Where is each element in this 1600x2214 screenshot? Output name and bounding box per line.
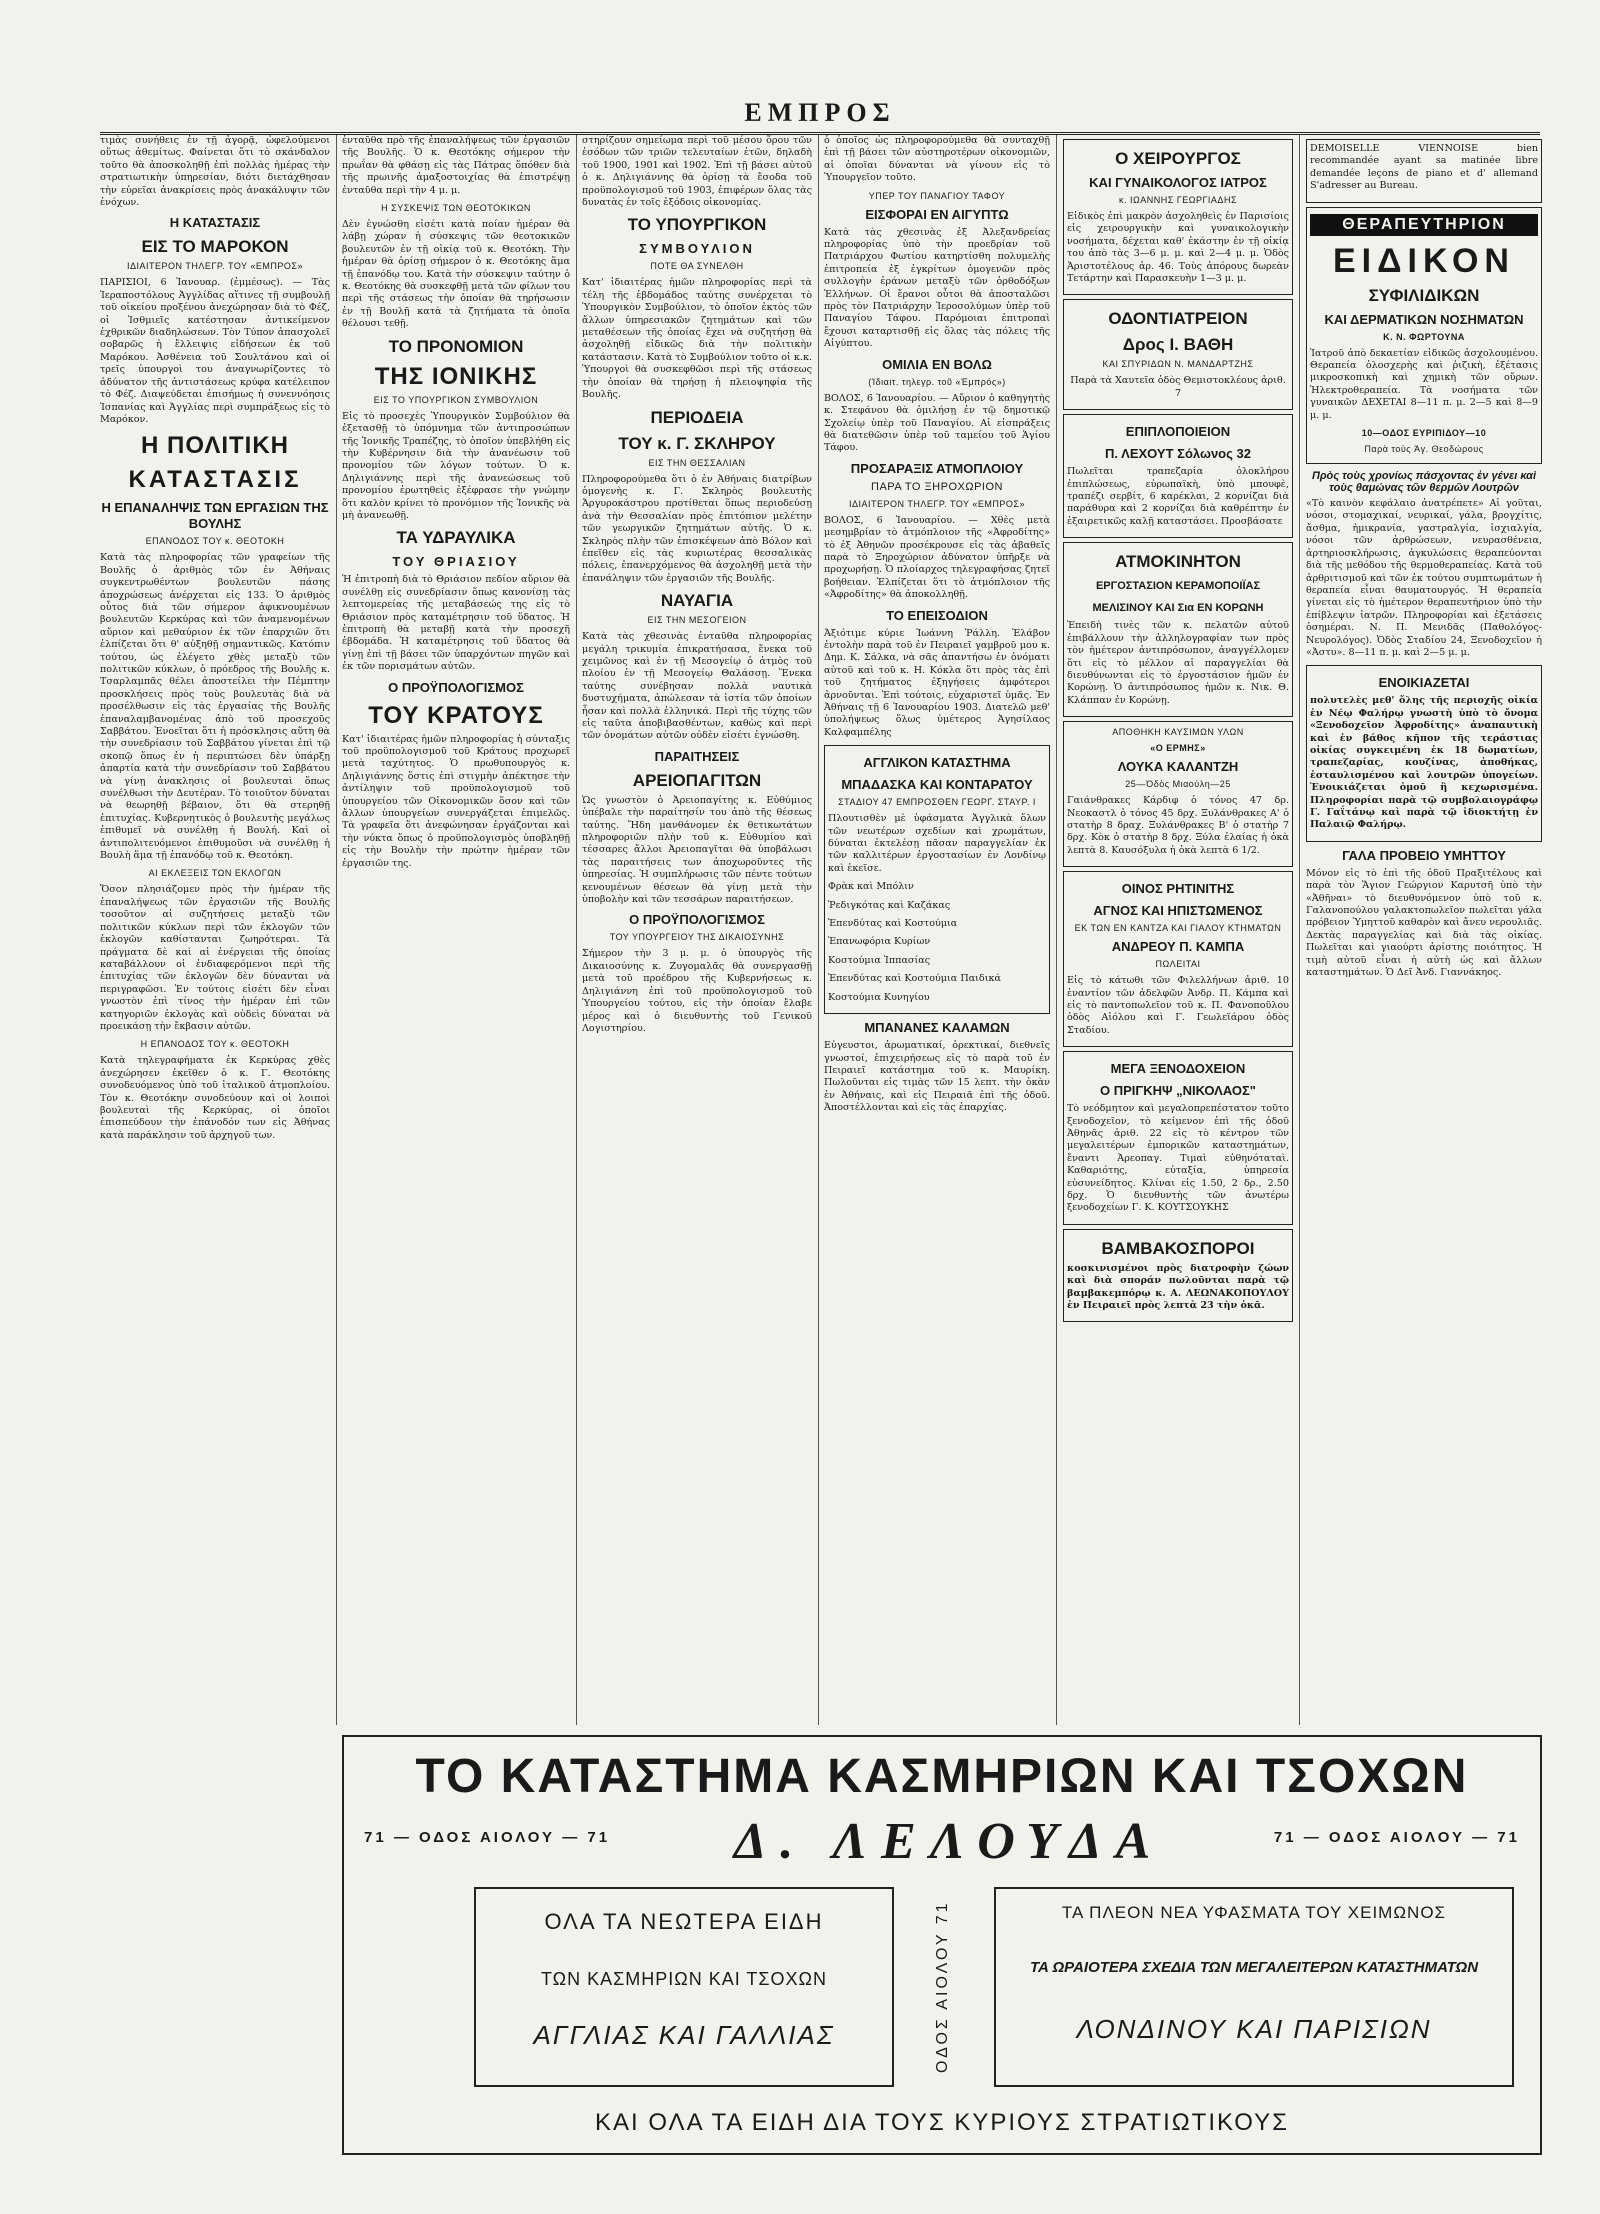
ad-text: DEMOISELLE VIENNOISE bien recommandée ayant sa matinée libre demandée leçons de piano et d' allemand S'adresser au Bureau. [1310, 143, 1538, 192]
ad-text: Πλουτισθὲν μὲ ὑφάσματα Ἀγγλικὰ ὅλων τῶν νεωτέρων σχεδίων καὶ χρωμάτων, δύναται ἐκτελέσῃ πᾶσαν παραγγελίαν ἐκ τῶν καλλιτέρων ἐργοστασίων ἐν Λονδίνῳ καὶ ἐκεῖσε. [828, 813, 1046, 874]
section-heading: Η ΣΥΣΚΕΨΙΣ ΤΩΝ ΘΕΟΤΟΚΙΚΩΝ [381, 203, 531, 214]
advertisement [1063, 1051, 1293, 1225]
ad-name: κ. ΙΩΑΝΝΗΣ ΓΕΩΡΓΙΑΔΗΣ [1118, 195, 1238, 205]
article-text: Κατὰ τὰς χθεσινὰς ἐνταῦθα πληροφορίας μεγάλη τρικυμία ἐπικρατήσασα, ἕνεκα τοῦ χειμῶνος καὶ ἐν τῇ Μεσογείῳ ὁ ἀτμὸς τοῦ πλοίου ἐν τῇ Μεσογείῳ Θαλάσσῃ. Ἕνεκα ταύτης συνέβησαν πολλὰ ναυτικὰ δυστυχήματα, ἀπώλεσαν τὰ ἱστία τῶν ὁποίων ἦσαν καὶ πολλὰ ἑλληνικά. Περὶ τῆς τύχης τῶν εἰς ταῦτα ἀποβιβασθέντων, καθὼς καὶ περὶ τῶν ὀνομάτων αὐτῶν οὐδὲν εἰσέτι ἐγνώσθη. [582, 631, 812, 742]
advertisement [824, 745, 1050, 1014]
subheadline: ΕΙΣ ΤΟ ΥΠΟΥΡΓΙΚΟΝ ΣΥΜΒΟΥΛΙΟΝ [373, 394, 539, 405]
article-text: Κατ' ἰδιαιτέρας ἡμῶν πληροφορίας ἡ σύνταξις τοῦ προϋπολογισμοῦ τοῦ Κράτους προχωρεῖ μετὰ ταχύτητος. Ὁ πρωθυπουργὸς κ. Δηλιγιάννης ὅστις ἐπὶ στιγμὴν ἀπέκτησε τὴν ἀντίληψιν τοῦ προϋπολογισμοῦ τοῦ ὑπουργείου τῶν Οἰκονομικῶν ὅσον καὶ τῶν ἄλλων ὑπουργείων συνεργάζεται ἐπιμελῶς. Τὰ γραφεῖα ὅτι ἀνεφώνησαν ἐργάζονται καὶ τὴν νύκτα ὅπως ὁ προϋπολογισμὸς ὑποβληθῇ εἰς τὴν Βουλὴν τὴν πρώτην ἡμέραν τῶν ἐργασιῶν της. [342, 733, 570, 869]
headline: ΤΟ ΕΠΕΙΣΟΔΙΟΝ [886, 607, 988, 623]
headline: ΠΑΡΑΙΤΗΣΕΙΣ [654, 748, 740, 764]
subheadline: ΕΙΣ ΤΗΝ ΘΕΣΣΑΛΙΑΝ [648, 457, 746, 468]
article-text: Κατὰ τηλεγραφήματα ἐκ Κερκύρας χθὲς ἀνεχώρησεν ἐκεῖθεν ὁ κ. Γ. Θεοτόκης συνοδευόμενος ὑπὸ τοῦ ἰταλικοῦ ἀτμοπλοίου. Τὸν κ. Θεοτόκην συνοδεύουν καὶ οἱ λοιποὶ βουλευταὶ τῆς Κερκύρας, οἱ ὁποῖοι ἐπισπεύδουν τὴν ἐπάνοδόν των εἰς Ἀθήνας κατὰ παράκλησιν τοῦ ἀρχηγοῦ των. [100, 1055, 330, 1141]
ad-address-left: 71 — ΟΔΟΣ ΑΙΟΛΟΥ — 71 [364, 1829, 611, 1846]
headline: ΤΟΥ ΚΡΑΤΟΥΣ [368, 701, 544, 729]
ad-name: Κ. Ν. ΦΩΡΤΟΥΝΑ [1383, 331, 1465, 342]
advertisement [1063, 414, 1293, 538]
column-5 [1063, 135, 1293, 1720]
subheadline: ΠΑΡΑ ΤΟ ΞΗΡΟΧΩΡΙΟΝ [871, 480, 1003, 493]
article-text: Πληροφορούμεθα ὅτι ὁ ἐν Ἀθήναις διατρίβων ὁμογενὴς κ. Γ. Σκληρὸς βουλευτὴς Ἀργυροκάστρου προτίθεται ὅπως περιοδεύσῃ ἀνὰ τὴν Θεσσαλίαν πρὸς ἐπιτόπιον μελέτην τῶν γεωργικῶν ζητημάτων αὐτῆς. Ὁ κ. Σκληρὸς πλὴν τῶν ἐπισκέψεων ἀπὸ Βόλον καὶ ἐπεῖθεν εἰς τὰς κυριωτέρας θεσσαλικὰς πόλεις, ἐπανερχόμενος θὰ ἀσχοληθῇ μετὰ τὴν ἐπανάληψιν τῶν ἐργασιῶν τῆς Βουλῆς. [582, 473, 812, 584]
article-text: ΒΟΛΟΣ, 6 Ἰανουαρίου. — Χθὲς μετὰ μεσημβρίαν τὸ ἀτμόπλοιον τῆς «Ἀφροδίτης» τὸ ἐξ Ἀθηνῶν προσέκρουσε εἰς τὰς ἀβαθεῖς παρὰ τὸ Ξηροχώριον ἀδύνατον ὑπῆρξε νὰ προχωρήσῃ. Ὁ πλοίαρχος τηλεγραφήσας ζητεῖ βοήθειαν. Ἐλπίζεται ὅτι τὸ ἀτμόπλοιον τῆς «Ἀφροδίτης» θὰ ἀποκολληθῇ. [824, 514, 1050, 601]
ad-panel-line: ΑΓΓΛΙΑΣ ΚΑΙ ΓΑΛΛΙΑΣ [533, 2020, 835, 2050]
column-rule [576, 135, 577, 1725]
ad-title: ΑΝΔΡΕΟΥ Π. ΚΑΜΠΑ [1111, 939, 1245, 955]
subheadline: ΕΠΑΝΟΔΟΣ ΤΟΥ κ. ΘΕΟΤΟΚΗ [145, 536, 285, 547]
headline: Η ΚΑΤΑΣΤΑΣΙΣ [169, 215, 261, 231]
newspaper-title: ΕΜΠΡΟΣ [744, 98, 896, 127]
ad-title: ΜΕΛΙΣΙΝΟΥ ΚΑΙ Σια ΕΝ ΚΟΡΩΝΗ [1092, 602, 1264, 615]
ad-text: Γαιάνθρακες Κάρδιφ ὁ τόνος 47 δρ. Νεοκαστλ ὁ τόνος 45 δρχ. Ξυλάνθρακες Α' ὁ στατὴρ 8 δραχ. Ξυλάνθρακες Β' ὁ στατὴρ 7 δρχ. Κὸκ ὁ στατὴρ 8 δρχ. Ξύλα ἐλαίας ἡ ὀκὰ λεπτὰ 8. Καυσόξυλα ἡ ὀκὰ λεπτὰ 6 1/2. [1067, 795, 1289, 856]
headline: ΓΑΛΑ ΠΡΟΒΕΙΟ ΥΜΗΤΤΟΥ [1342, 847, 1506, 863]
advertisement [1063, 871, 1293, 1047]
subheadline: ΙΔΙΑΙΤΕΡΟΝ ΤΗΛΕΓΡ. ΤΟΥ «ΕΜΠΡΟΣ» [849, 498, 1025, 509]
column-1 [100, 135, 330, 1720]
ad-title: ΜΠΑΔΑΣΚΑ ΚΑΙ ΚΟΝΤΑΡΑΤΟΥ [841, 777, 1033, 793]
ad-list-item: Κοστούμια Κυνηγίου [828, 991, 930, 1003]
ad-title: ΕΙΔΙΚΟΝ [1332, 241, 1515, 280]
ad-title: ΚΑΙ ΔΕΡΜΑΤΙΚΩΝ ΝΟΣΗΜΑΤΩΝ [1324, 311, 1524, 327]
column-6 [1306, 135, 1542, 1720]
article-text: Ὅσον πλησιάζομεν πρὸς τὴν ἡμέραν τῆς ἐπαναλήψεως τῶν ἐργασιῶν τῆς Βουλῆς τοσοῦτον αἱ συζητήσεις μεταξὺ τῶν πολιτικῶν κύκλων περὶ τῶν ἐκλογῶν τῶν ἐκλογῶν καθίστανται ζωηρότεραι. Τὰ πράγματα δὲ καὶ αἱ ἐνέργειαι τῆς ὁποίας καταβάλλουν οἱ ἐνδιαφερόμενοι περὶ τῆς ἐπιτυχίας τῶν ἐκλογῶν δὲν δύνανται νὰ περιγραφῶσι. Ἐν τούτοις εἰσέτι δὲν εἶναι γνωστὸν ἐπὶ τίνος τὴν ἡμέραν ἐπὶ τῶν κατηγοριῶν ἐκλογὰς καὶ οὐδεὶς δύναται νὰ προεικάσῃ τὴν ἔκβασιν αὐτῶν. [100, 884, 330, 1032]
section-heading: ΥΠΕΡ ΤΟΥ ΠΑΝΑΓΙΟΥ ΤΑΦΟΥ [868, 190, 1006, 201]
column-rule [336, 135, 337, 1725]
advertisement [1306, 207, 1542, 464]
advertisement [1063, 542, 1293, 717]
ad-panel-line: ΤΑ ΩΡΑΙΟΤΕΡΑ ΣΧΕΔΙΑ ΤΩΝ ΜΕΓΑΛΕΙΤΕΡΩΝ ΚΑΤΑΣΤΗΜΑΤΩΝ [1029, 1959, 1479, 1976]
ad-text: κοσκινισμένοι πρὸς διατροφὴν ζώων καὶ διὰ σποράν πωλοῦνται παρὰ τῷ βαμβακεμπόρῳ κ. Α. ΛΕΩΝΑΚΟΠΟΥΛΟΥ ἐν Πειραιεῖ πρὸς λεπτὰ 23 τὴν ὀκᾶ. [1067, 1262, 1289, 1312]
article-text: ΒΟΛΟΣ, 6 Ἰανουαρίου. — Αὔριον ὁ καθηγητὴς κ. Στεφάνου θὰ ὁμιλήσῃ ἐν τῷ δημοτικῷ Σχολείῳ ὑπὲρ τοῦ Παναγίου. Αἱ εἰσπράξεις θὰ διατεθῶσιν ὑπὲρ τοῦ ταμείου τοῦ Ἁγίου Τάφου. [824, 392, 1050, 454]
headline: ΜΠΑΝΑΝΕΣ ΚΑΛΑΜΩΝ [864, 1020, 1010, 1036]
column-rule [818, 135, 819, 1725]
advertisement [1063, 1229, 1293, 1323]
headline: Ο ΠΡΟΫΠΟΛΟΓΙΣΜΟΣ [629, 912, 765, 928]
headline: ΕΙΣ ΤΟ ΜΑΡΟΚΟΝ [141, 237, 289, 257]
ad-title: Ο ΠΡΙΓΚΗΨ „ΝΙΚΟΛΑΟΣ" [1100, 1083, 1256, 1099]
ad-vertical-address: ΟΔΟΣ ΑΙΟΛΟΥ 71 [934, 1900, 951, 2074]
section-heading: Η ΕΠΑΝΟΔΟΣ ΤΟΥ κ. ΘΕΟΤΟΚΗ [140, 1039, 290, 1050]
ad-text: πολυτελὲς μεθ' ὅλης τῆς περιοχῆς οἰκία ἐν Νέῳ Φαλήρῳ γνωστὴ ὑπὸ τὸ ὄνομα «Ξενοδοχεῖον Ἀφροδίτης» ἀναπαυτικὴ καὶ ἐν βάθος κῆπον τῆς τεράστιας οἰκίας συγκειμένη ἐκ 18 δωματίων, τραπεζαρίας, κουζίνας, ἀποθήκας, ἐσταυλισμένου καὶ λουτρῶν ὑπογείων. Ἐνοικιάζεται ὁμοῦ ἢ κεχωρισμένα. Πληροφορίαι παρὰ τῷ συμβολαιογράφῳ Γ. Γαΐτάνῳ καὶ παρὰ τῷ ἰδιοκτήτῃ ἐν Παλαιῷ Φαλήρῳ. [1310, 695, 1538, 831]
headline: ΤΟ ΠΡΟΝΟΜΙΟΝ [388, 336, 524, 356]
headline: ΤΟ ΥΠΟΥΡΓΙΚΟΝ [627, 215, 767, 235]
headline: ΝΑΥΑΓΙΑ [660, 591, 734, 611]
ad-title: ΕΡΓΟΣΤΑΣΙΟΝ ΚΕΡΑΜΟΠΟΙΪΑΣ [1095, 580, 1261, 593]
headline: ΠΡΟΣΑΡΑΞΙΣ ΑΤΜΟΠΛΟΙΟΥ [850, 460, 1024, 476]
ad-text: Εἰς τὸ κάτωθι τῶν Φιλελλήνων ἀριθ. 10 ἑναντίον τῶν ἀδελφῶν Ἀνδρ. Π. Κάμπα καὶ εἰς τὸ παντοπωλεῖον τοῦ κ. Π. Φανοποῦλου ὁδὸς Αἰόλου καὶ Γ. Γεωλεϊάρου ὁδὸς Σταδίου. [1067, 975, 1289, 1036]
ad-title: ΕΝΟΙΚΙΑΖΕΤΑΙ [1378, 675, 1470, 691]
headline: ΣΥΜΒΟΥΛΙΟΝ [639, 241, 755, 257]
article-text: Σήμερον τὴν 3 μ. μ. ὁ ὑπουργὸς τῆς Δικαιοσύνης κ. Ζυγομαλᾶς θὰ συνεργασθῇ μετὰ τοῦ προέδρου τῆς Κυβερνήσεως κ. Δηλιγιάννη ἐπὶ τοῦ προϋπολογισμοῦ τοῦ Ὑπουργείου τούτου, εἰς τὴν ὁποίαν ἔλαβε μέρος καὶ ὁ διευθυντὴς τοῦ Γενικοῦ Λογιστηρίου. [582, 948, 812, 1034]
ad-list-item: Κοστούμια Ἱππασίας [828, 954, 931, 966]
ad-list-item: Ἐπανωφόρια Κυρίων [828, 936, 931, 948]
column-4 [824, 135, 1050, 1720]
ad-title: ΚΑΙ ΓΥΝΑΙΚΟΛΟΓΟΣ ΙΑΤΡΟΣ [1089, 175, 1267, 190]
cashmere-store-advertisement [342, 1735, 1542, 2155]
ad-address: ΣΤΑΔΙΟΥ 47 ΕΜΠΡΟΣΘΕΝ ΓΕΩΡΓ. ΣΤΑΥΡ. Ι [838, 797, 1036, 808]
ad-text: Ἐπειδὴ τινὲς τῶν κ. πελατῶν αὐτοῦ ἐπιβάλλουν τὴν ἀλληλογραφίαν των πρὸς τὸν ἡμέτερον ἀντιπρόσωπον, ἀναγγέλλομεν ὅτι εἰς τὸ μέλλον αἱ παραγγελίαι θὰ διευθύνωνται εἰς τὸ ἐργοστάσιον ἡμῶν ἐν Κορώνῃ. Ὁ ἀντιπρόσωπος ἡμῶν κ. Νικ. Θ. Κλάππαν ἐν Κορώνῃ. [1067, 620, 1289, 706]
ad-address-right: 71 — ΟΔΟΣ ΑΙΟΛΟΥ — 71 [1273, 1829, 1520, 1846]
ad-list-item: Φρὰκ καὶ Μπόλιν [828, 881, 914, 893]
ad-address: 25—Ὁδὸς Μιαούλη—25 [1125, 779, 1231, 790]
article-text: στηρίζουν σημείωμα περὶ τοῦ μέσου ὅρου τῶν ἐσόδων τῶν τριῶν τελευταίων ἐτῶν, δηλαδὴ τοῦ 1900, 1901 καὶ 1902. Ἐπὶ τῇ βάσει αὐτοῦ ὁ κ. Δηλιγιάννης θὰ ὁρίσῃ τὰ ἔσοδα τοῦ προϋπολογισμοῦ τοῦ 1903, ἐπιφέρων ὅλας τὰς δυνατὰς ἐν τοῖς ἐξόδοις οἰκονομίας. [582, 135, 812, 209]
ad-panel-line: ΤΩΝ ΚΑΣΜΗΡΙΩΝ ΚΑΙ ΤΣΟΧΩΝ [541, 1969, 827, 1989]
headline: ΤΗΣ ΙΟΝΙΚΗΣ [374, 362, 538, 390]
ad-subtitle: ΕΚ ΤΩΝ ΕΝ ΚΑΝΤΖΑ ΚΑΙ ΓΙΑΛΟΥ ΚΤΗΜΑΤΩΝ [1074, 923, 1282, 934]
ad-text: Εἰδικὸς ἐπὶ μακρὸν ἀσχοληθεὶς ἐν Παρισίοις εἰς χειρουργικὴν καὶ γυναικολογικὴν νοσήματα, δέχεται καθ' ἑκάστην ἐν τῇ οἰκίᾳ του ἀπὸ τὰς 3—6 μ. μ. καὶ 2—4 μ. μ. Ὁδὸς Ἀριστοτέλους ἀρ. 46. Τοὺς ἀπόρους δωρεὰν Τετάρτην καὶ Παρασκευὴν 1—3 μ. μ. [1067, 211, 1289, 285]
ad-title: ΑΠΟΘΗΚΗ ΚΑΥΣΙΜΩΝ ΥΛΩΝ [1112, 727, 1244, 738]
article-text: Εὐγευστοι, ἀρωματικαί, ὀρεκτικαί, διεθνεῖς γνωστοί, ἐπιχειρήσεως εἰς τὸ παρὰ τοῦ ἐν Πειραιεῖ κατάστημα τοῦ κ. Μαυρίκη. Πωλοῦνται εἰς τιμὰς τῶν 15 λεπτ. τὴν ὀκὰν ἐν Ἀθήναις, καὶ εἰς Πειραιᾶ ἐπὶ τῆς ὁδοῦ. Ἀποστέλλονται καὶ εἰς τὰς ἐπαρχίας. [824, 1040, 1050, 1114]
ad-panel-line: ΟΛΑ ΤΑ ΝΕΩΤΕΡΑ ΕΙΔΗ [544, 1909, 824, 1934]
column-3 [582, 135, 812, 1720]
ad-title: ΕΠΙΠΛΟΠΟΙΕΙΟΝ [1125, 424, 1231, 440]
advertisement [1063, 139, 1293, 295]
ad-title: ΛΟΥΚΑ ΚΑΛΑΝΤΖΗ [1117, 759, 1239, 775]
ad-title: ΑΤΜΟΚΙΝΗΤΟΝ [1115, 552, 1241, 572]
ad-text: Ἰατροῦ ἀπὸ δεκαετίαν εἰδικῶς ἀσχολουμένου. Θεραπεία ὁλοσχερὴς καὶ ῥιζικὴ, ἐξέτασις μικροσκοπικὴ καὶ χημικὴ τῶν οὔρων. Ἡλεκτροθεραπεία. Τὰ νοσήματα τῶν γυναικῶν ΔΕΧΕΤΑΙ 8—11 π. μ. 2—5 καὶ 8—9 μ. μ. [1310, 347, 1538, 421]
headline: ΤΟΥ κ. Γ. ΣΚΛΗΡΟΥ [618, 433, 776, 453]
advertisement [1306, 139, 1542, 203]
ad-text: Παρὰ τὰ Χαυτεῖα ὁδὸς Θεμιστοκλέους ἀριθ. 7 [1070, 375, 1286, 399]
subheadline: ΕΙΣ ΤΗΝ ΜΕΣΟΓΕΙΟΝ [647, 615, 747, 626]
subheadline: ΙΔΙΑΙΤΕΡΟΝ ΤΗΛΕΓΡ. ΤΟΥ «ΕΜΠΡΟΣ» [127, 261, 303, 272]
ad-subtitle: ΠΩΛΕΙΤΑΙ [1155, 959, 1201, 970]
ad-list-item: Ἐπενδύτας καὶ Κοστούμια [828, 918, 958, 930]
ad-panel-left [474, 1887, 894, 2087]
article-text: «Τὸ καινὸν κεφάλαιο ἀνατρέπετε» Αἱ γοῦται, νόσοι, στομαχικαί, νευρικαί, γάλα, βρογχίτις, ἄσθμα, ἡμικρανία, γαστραλγία, ἰσχιαλγία, νόσοι τῶν ἀρθρώσεων, νευρασθένεια, ἀρτηριοσκλήρωσις, ἀγκυλώσεις θεραπεύονται διὰ τῆς μεθόδου τῆς θερμοθεραπείας. Κατὰ τοῦ ἀρθριτισμοῦ καὶ τῶν ἐκ τούτου συμπτωμάτων ἡ θεραπεία εἶναι θαυματουργός. Ἡ θεραπεία γίνεται εἰς τὸ ἡμέτερον θεραπευτήριον ὑπὸ τὴν ἐπίβλεψιν ἰατρῶν. Πληροφορίαι καὶ ἐξετάσεις ὁσημέραι. Ν. Π. Μενιδᾶς (Παθολόγος-Νευρολόγος). Ὁδὸς Σταδίου 24, Ξενοδοχεῖον ἡ «Ἀστυ». 8—11 π. μ. καὶ 2—5 μ. μ. [1306, 498, 1542, 658]
article-text: Κατὰ τὰς χθεσινὰς ἐξ Ἀλεξανδρείας πληροφορίας ὑπὸ τὴν προεδρίαν τοῦ Πατριάρχου Φωτίου κατηρτίσθη πολυμελὴς ἐπιτροπεία ἐξ ἐγκρίτων ὁμογενῶν πρὸς συλλογὴν ἐράνων μεταξὺ τῶν ὁρθοδόξων Ἑλλήνων. Οἱ ἔρανοι οὗτοι θὰ ἀποσταλῶσι πρὸς τὸν Πατριάρχην Ἱεροσολύμων ὑπὲρ τοῦ Παναγίου Τάφου. Παρόμοιαι ἐπιτροπαὶ ἔχουσι καταρτισθῇ εἰς ὅλας τὰς πόλεις τῆς Αἰγύπτου. [824, 226, 1050, 350]
ad-text: Πωλεῖται τραπεζαρία ὁλοκλήρου ἐπιπλώσεως, εὐρωπαϊκὴ, ὑπὸ μπουφὲ, τραπέζι σερβίτ, 6 καρέκλαι, 2 κορνίζαι διὰ παράθυρα καὶ 2 κορνίζαι διὰ καθρέπτην ἐν ἐξαιρετικῶς καλῇ καταστάσει. Προσβάσατε [1067, 466, 1289, 527]
ad-panel-line: ΤΑ ΠΛΕΟΝ ΝΕΑ ΥΦΑΣΜΑΤΑ ΤΟΥ ΧΕΙΜΩΝΟΣ [1061, 1903, 1447, 1922]
headline: ΤΑ ΥΔΡΑΥΛΙΚΑ [396, 528, 516, 548]
ad-list-item: Ἐπενδύτας καὶ Κοστούμια Παιδικά [828, 973, 1001, 985]
masthead [100, 98, 1540, 135]
column-rule [1056, 135, 1057, 1725]
column-2 [342, 135, 570, 1720]
article-text: Ὡς γνωστὸν ὁ Ἀρειοπαγίτης κ. Εὐθύμιος ὑπέβαλε τὴν παραίτησίν του ἀπὸ τῆς θέσεως ταύτης. Ἤδη μανθάνομεν ἐκ θετικωτάτων πληροφοριῶν πλὴν τοῦ κ. Εὐθυμίου καὶ τέσσαρες ἄλλοι Ἀρειοπαγῖται θὰ ὑποβάλωσι τὰς παραιτήσεις των ἀποχωροῦντες τῆς ὑπηρεσίας. Ἡ συμπλήρωσις τῶν πέντε τούτων κενουμένων θέσεων θὰ γίνῃ μετὰ τὴν ὑποβολὴν καὶ τῶν τεσσάρων παραιτήσεων. [582, 794, 812, 906]
headline: Πρὸς τοὺς χρονίως πάσχοντας ἐν γένει καὶ τοὺς θαμώνας τῶν θερμῶν Λουτρῶν [1311, 470, 1537, 495]
headline: ΠΕΡΙΟΔΕΙΑ [650, 407, 744, 427]
article-text: ὁ ὁποῖος ὡς πληροφορούμεθα θὰ συνταχθῇ ἐπὶ τῇ βάσει τῶν αὐστηροτέρων οἰκονομιῶν, αἱ ὁποῖαι δύνανται νὰ γίνουν εἰς τὸ Ὑπουργεῖον τοῦτο. [824, 135, 1050, 184]
article-text: Μόνον εἰς τὸ ἐπὶ τῆς ὁδοῦ Πραξιτέλους καὶ παρὰ τὸν Ἅγιον Γεώργιον Καρυτσῆ ὑπὸ τὴν «Ἀθῆναι» τὸ διευθυνόμενον ὑπὸ τοῦ κ. Γαλανοπούλου γαλακτοπωλεῖον πωλεῖται γάλα πρόβειον Ὑμηττοῦ καθαρὸν καὶ ἄνευ νερουλιᾶς. Δεκτὰς παραγγελίας καὶ διὰ τὰς οἰκίας. Πωλεῖται καὶ γιαούρτι ἀρίστης ποιότητος. Ἡ τιμὴ αὐτοῦ εἶναι ἡ αὐτὴ ὡς καὶ ἄλλων καταστημάτων. Ὁ Δεῖ Ἀνδ. Γιαννάκηος. [1306, 867, 1542, 979]
ad-title: ΟΔΟΝΤΙΑΤΡΕΙΟΝ [1108, 309, 1248, 329]
column-rule [1299, 135, 1300, 1725]
headline: ΕΙΣΦΟΡΑΙ ΕΝ ΑΙΓΥΠΤΩ [865, 206, 1009, 222]
article-text: Ἀξιότιμε κύριε Ἰωάννη Ῥάλλη. Ἐλάβον ἐντολὴν παρὰ τοῦ ἐν Πειραιεῖ γαμβροῦ μου κ. Δημ. Κ. Σάλκα, νὰ σᾶς ἀπαντήσω ἐν ὀνόματι αὐτοῦ καὶ τοῦ κ. Η. Κόκλα ὅτι πρὸς τὰς ἐπὶ τοῦ ζητήματος ἐξηγήσεις ἀμφότεροι ἀρνοῦνται. Ἐπὶ τούτοις, εὐχαριστεῖ ὑμᾶς. Ἐν Ἀθήναις τῇ 6 Ἰανουαρίου 1903. Διατελῶ μεθ' ὑπολήψεως ὅλως ὑμέτερος Ἀγησίλαος Καλφαμπέλης [824, 627, 1050, 738]
ad-panel-right [994, 1887, 1514, 2087]
ad-title: ΣΥΦΙΛΙΔΙΚΩΝ [1368, 285, 1480, 305]
headline: Ο ΠΡΟΫΠΟΛΟΓΙΣΜΟΣ [388, 679, 524, 695]
ad-title: ΤΟ ΚΑΤΑΣΤΗΜΑ ΚΑΣΜΗΡΙΩΝ ΚΑΙ ΤΣΟΧΩΝ [415, 1750, 1469, 1803]
headline: ΟΜΙΛΙΑ ΕΝ ΒΟΛΩ [882, 356, 992, 372]
ad-title: ΑΓΓΛΙΚΟΝ ΚΑΤΑΣΤΗΜΑ [863, 755, 1011, 771]
advertisement [1063, 721, 1293, 867]
ad-address: 10—ΟΔΟΣ ΕΥΡΙΠΙΔΟΥ—10 [1361, 428, 1487, 439]
article-text: Κατὰ τὰς πληροφορίας τῶν γραφείων τῆς Βουλῆς ὁ ἀριθμὸς τῶν ἐν Ἀθήναις συγκεντρωθέντων βουλευτῶν πάσης ἀποχρώσεως ἀνέρχεται εἰς 133. Ὁ ἀριθμὸς οὗτος διὰ τῶν σήμερον ἀφικνουμένων βουλευτῶν Κερκύρας καὶ τῶν ἀναμενομένων αὔριον καὶ μεθαύριον ἐκ τῶν ἐπαρχιῶν ὅτι ἐλπίζεται ὅτι θ' αὐξηθῇ σημαντικῶς. Κατόπιν τούτου, ὡς ἐλέγετο χθὲς μεταξὺ τῶν πολιτικῶν κύκλων, ὁ πρόεδρος τῆς Βουλῆς κ. Τσαρλαμπᾶς θέλει ἀποστείλει τὴν Πέμπτην προσκλήσεις πρὸς τοὺς βουλευτὰς διὰ νὰ προσέλθωσιν εἰς τὰς ἐργασίας τῆς Βουλῆς ἐπαναλαμβανομένας ἀπὸ τοῦ προσεχοῦς Σαββάτου. Ἐνοεῖται ὅτι ἡ πρόσκλησις αὕτη θὰ τὴν συνεδρίασιν τοῦ Σαββάτου γίνεται ἐπὶ τῷ σκοπῷ ὅπως ἐν ἡ περιπτώσει δὲν ὑπάρξῃ ἀπαρτία κατὰ τὴν συνεδρίασιν τοῦ Σαββάτου νὰ γίνῃ ἀνακλησις οἱ βουλευταὶ ὅπως συνέλθωσι τὴν Δευτέραν. Τὸ τοιοῦτον δύναται νὰ θεωρηθῇ βέβαιον, ὅτι θὰ στερηθῇ ἐπιτυχίας. Κυβερνητικὸς ὁ βουλευτὴς μεγάλως ἐπιθυμεῖ νὰ συνέλθῃ ἡ Βουλή. Καὶ οἱ ἀντιπολιτευόμενοι ἐπιθυμοῦσι νὰ συνέλθῃ ἡ Βουλὴ ἅμα τῇ ἐπανόδῳ τοῦ κ. Θεοτόκη. [100, 552, 330, 862]
ad-title: ΒΑΜΒΑΚΟΣΠΟΡΟΙ [1101, 1238, 1255, 1258]
advertisement [1306, 665, 1542, 841]
ad-address: Παρὰ τοὺς Ἁγ. Θεοδώρους [1364, 444, 1484, 455]
ad-title: «Ο ΕΡΜΗΣ» [1150, 743, 1206, 754]
ad-title: Δρος Ι. ΒΑΘΗ [1122, 335, 1234, 355]
ad-owner-name: Δ. ΛΕΛΟΥΔΑ [733, 1813, 1165, 1870]
headline: ΚΑΤΑΣΤΑΣΙΣ [128, 466, 302, 494]
headline: ΤΟΥ ΘΡΙΑΣΙΟΥ [392, 554, 520, 570]
ad-title: Ο ΧΕΙΡΟΥΡΓΟΣ [1115, 149, 1241, 168]
ad-list-item: Ῥεδιγκότας καὶ Καζάκας [828, 899, 951, 911]
ad-title: ΘΕΡΑΠΕΥΤΗΡΙΟΝ [1310, 214, 1538, 236]
ad-text: Τὸ νεόδμητον καὶ μεγαλοπρεπέστατον τοῦτο ξενοδοχεῖον, τὸ κείμενον ἐπὶ τῆς ὁδοῦ Ἀθηνᾶς ἀριθ. 22 εἰς τὸ κέντρον τῶν μεγαλειτέρων ἐμπορικῶν καταστημάτων, ἔναντι Ἀρεοπαγ. Τιμαὶ εὐθηνόταταὶ. Καθαριότης, εὐταξία, ὑπηρεσία εὐσυνείδητος. Κλίναι εἰς 1.50, 2 δρ., 2.50 δρχ. Ὁ διευθυντὴς τῶν ἀνωτέρω ξενοδοχείων Γ. Κ. ΚΟΥΤΣΟΥΚΗΣ [1067, 1103, 1289, 1214]
ad-title: ΑΓΝΟΣ ΚΑΙ ΗΠΙΣΤΩΜΕΝΟΣ [1093, 903, 1263, 919]
headline: Η ΕΠΑΝΑΛΗΨΙΣ ΤΩΝ ΕΡΓΑΣΙΩΝ ΤΗΣ ΒΟΥΛΗΣ [101, 500, 329, 532]
headline: Η ΠΟΛΙΤΙΚΗ [140, 432, 290, 460]
ad-title: Π. ΛΕΧΟΥΤ Σόλωνος 32 [1105, 446, 1251, 462]
ad-name: ΚΑΙ ΣΠΥΡΙΔΩΝ Ν. ΜΑΝΔΑΡΤΖΗΣ [1102, 359, 1254, 370]
ad-footer: ΚΑΙ ΟΛΑ ΤΑ ΕΙΔΗ ΔΙΑ ΤΟΥΣ ΚΥΡΙΟΥΣ ΣΤΡΑΤΙΩΤΙΚΟΥΣ [594, 2109, 1290, 2136]
ad-panel-line: ΛΟΝΔΙΝΟΥ ΚΑΙ ΠΑΡΙΣΙΩΝ [1076, 2014, 1432, 2044]
article-text: Ἡ ἐπιτροπὴ διὰ τὸ Θριάσιον πεδίον αὔριον θὰ συνέλθῃ εἰς συνεδρίασιν ὅπως κανονίσῃ τὰς λεπτομερείας τῆς μεταβάσεώς της εἰς τὸ Θριάσιον πρὸς καταμέτρησιν τοῦ ὕδατος. Ἡ ἐπιτροπὴ θὰ μεταβῇ κατὰ τὴν προσεχῆ ἑβδομάδα. Ἡ καταμέτρησις τοῦ ὕδατος θὰ γίνῃ ἐπὶ τῇ βάσει τῶν ὑπαρχόντων πηγῶν καὶ ἐκ τῶν πορισμάτων αὐτῶν. [342, 574, 570, 673]
ad-title: ΟΙΝΟΣ ΡΗΤΙΝΙΤΗΣ [1121, 881, 1235, 897]
article-text: ΠΑΡΙΣΙΟΙ, 6 Ἰανουαρ. (ἐμμέσως). — Τὰς Ἱεραποστόλους Ἀγγλίδας αἵτινες τῇ συμβουλῇ τοῦ οἰκείου προξένου ἀνεχώρησαν διὰ τὸ Φέζ, οἱ Ἰσθμιεῖς κατέστησαν ἀντικείμενον ἐχθρικῶν διαδηλώσεων. Τὸν Τύπον ἀπασχολεῖ σοβαρῶς ἡ ἔλλειψις εἰδήσεων ἐκ τοῦ Μαρόκου. Ἀσθένεια τοῦ Σουλτάνου καὶ οἱ τρεῖς ὑπουργοὶ του ἀναγνωρίζοντες τὸ ἀδύνατον τῆς ἀντιστάσεως κρύφα κατέλειπον τὸ Φέζ. Διαψεύδεται ἐπισήμως ἡ συνεννόησις Ἱσπανίας καὶ Ἀγγλίας περὶ συμπράξεως εἰς τὸ Μαρόκον. [100, 277, 330, 425]
article-text: Δὲν ἐγνώσθη εἰσέτι κατὰ ποίαν ἡμέραν θὰ λάβῃ χώραν ἡ σύσκεψις τῶν θεοτοκικῶν βουλευτῶν ἐν τῇ οἰκίᾳ τοῦ κ. Θεοτόκη. Τὴν ἡμέραν θὰ ὁρίσῃ σήμερον ὁ κ. Θεοτόκης ἅμα τῇ ἐπανόδῳ του. Κατὰ τὴν σύσκεψιν ταύτην ὁ κ. Θεοτόκης θὰ συσκεφθῇ μετὰ τῶν φίλων του περὶ τῆς στάσεως τὴν ὁποίαν θὰ τηρήσωσιν ἐν τῇ Βουλῇ κατὰ τὰ ζητήματα τὰ ὁποῖα θέλουσι τεθῇ. [342, 219, 570, 330]
subheadline: (Ἰδιαιτ. τηλεγρ. τοῦ «Ἐμπρός») [868, 376, 1006, 387]
article-text: Εἰς τὸ προσεχὲς Ὑπουργικὸν Συμβούλιον θὰ ἐξετασθῇ τὸ ὑπόμνημα τῶν ἀντιπροσώπων τῆς Ἰονικῆς Τραπέζης, τὸ ὁποῖον ὑπεβλήθη εἰς τὴν Κυβέρνησιν διὰ τὴν ἀνανέωσιν τοῦ προνομίου τῶν λόγων τούτων. Ὁ κ. Δηλιγιάννης περὶ τῆς ἀνανεώσεως τοῦ προνομίου ἐρωτηθεὶς ἐξέφρασε τὴν γνώμην ὅτι καλὸν κρίνει τὸ προνόμιον τῆς Ἰονικῆς νὰ μὴ ἀνανεωθῇ. [342, 410, 570, 521]
ad-title: ΜΕΓΑ ΞΕΝΟΔΟΧΕΙΟΝ [1110, 1061, 1246, 1077]
article-text: τιμὰς συνήθεις ἐν τῇ ἀγορᾷ, ὠφελούμενοι οὕτως ἀθεμίτως. Φαίνεται ὅτι τὸ σκάνδαλον τοῦτο θὰ ἀποσκοληθῇ ἐπὶ πολλὰς ἡμέρας τὴν στρατιωτικὴν ὑπηρεσίαν, διότι διετάχθησαν τὴν εὑρεῖαι ἀνακρίσεις πρὸς ἀνακάλυψιν τῶν ἐνόχων. [100, 135, 330, 209]
advertisement [1063, 299, 1293, 410]
subheadline: ΤΟΥ ΥΠΟΥΡΓΕΙΟΥ ΤΗΣ ΔΙΚΑΙΟΣΥΝΗΣ [609, 932, 785, 943]
headline: ΑΡΕΙΟΠΑΓΙΤΩΝ [632, 770, 762, 790]
section-heading: ΑΙ ΕΚΛΕΞΕΙΣ ΤΩΝ ΕΚΛΟΓΩΝ [148, 868, 282, 879]
subheadline: ΠΟΤΕ ΘΑ ΣΥΝΕΛΘΗ [650, 261, 744, 272]
article-text: ἐνταῦθα πρὸ τῆς ἐπαναλήψεως τῶν ἐργασιῶν τῆς Βουλῆς. Ὁ κ. Θεοτόκης σήμερον τὴν πρωΐαν θὰ φθάσῃ εἰς τὰς Πάτρας ὅπόθεν διὰ τῆς πρωινῆς ἁμαξοστοιχίας θὰ ἐπιστρέψῃ ἐνταῦθα περὶ τὴν 4 μ. μ. [342, 135, 570, 196]
article-text: Κατ' ἰδιαιτέρας ἡμῶν πληροφορίας περὶ τὰ τέλη τῆς ἑβδομάδος ταύτης συνέρχεται τὸ Ὑπουργικὸν Συμβούλιον, τὸ ὁποῖον ἐκτὸς τῶν ἄλλων ὑπηρεσιακῶν ζητημάτων καὶ τῶν μεταθέσεων τῆς ὁποίας ἔχει νὰ συζητήσῃ θὰ ἀσχοληθῇ εἰδικῶς διὰ τὴν πολιτικὴν κατάστασιν. Κατὰ τὸ Συμβούλιον τοῦτο οἱ κ.κ. Ὑπουργοὶ θὰ συσκεφθῶσι περὶ τῆς στάσεως τὴν ὁποίαν θὰ τηρήσῃ ἡ πλειοψηφία τῆς Βουλῆς. [582, 277, 812, 401]
